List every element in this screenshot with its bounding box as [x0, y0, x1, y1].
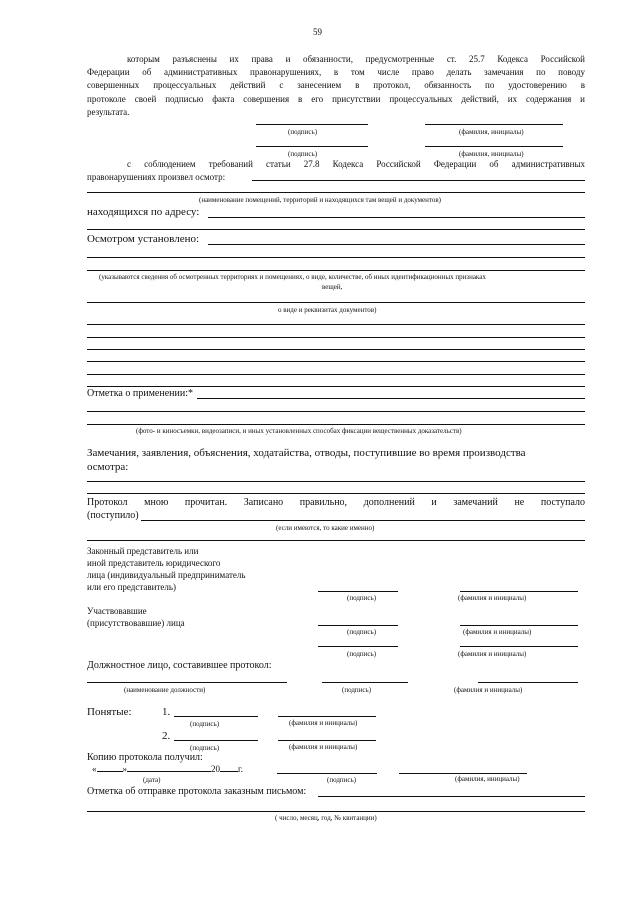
remarks-line-blank[interactable] [87, 481, 585, 482]
protocol-read-text: Протокол мною прочитан. Записано правильно, дополнений и замечаний не поступало [87, 497, 585, 508]
established-line[interactable] [87, 324, 585, 325]
date-year-suffix: г. [238, 764, 243, 774]
established-line[interactable] [87, 257, 585, 258]
established-line[interactable] [87, 349, 585, 350]
name-caption: (фамилия, инициалы) [459, 128, 524, 136]
position-caption: (наименование должности) [124, 686, 206, 694]
intro-line: протоколе своей подписью факта совершения в его присутствии процессуальных действий, их содержания и [87, 93, 585, 104]
signature-caption: (подпись) [288, 150, 318, 158]
intro-line: результата. [87, 106, 130, 117]
representative-line: иной представитель юридического [87, 558, 221, 568]
date-row [92, 764, 243, 774]
mail-mark-line[interactable] [318, 796, 585, 797]
year-field[interactable] [220, 771, 238, 772]
inspected-info-caption: (указываются сведения об осмотренных территориях и помещениях, о виде, количестве, об иных идентификационных признаках [99, 273, 486, 281]
address-label: находящихся по адресу: [87, 206, 200, 218]
documents-caption: о виде и реквизитах документов) [278, 306, 377, 314]
signature-caption: (подпись) [327, 776, 357, 784]
photo-caption: (фото- и киносъемки, видеозаписи, и иных установленных способах фиксации вещественных доказательств) [136, 427, 462, 435]
name-caption: (фамилия и инициалы) [454, 686, 523, 694]
signature-line[interactable] [256, 124, 368, 125]
date-quote-close: » [122, 764, 127, 774]
name-caption: (фамилия и инициалы) [289, 743, 358, 751]
receipt-caption: ( число, месяц, год, № квитанции) [275, 814, 377, 822]
representative-label [87, 545, 245, 593]
application-line[interactable] [87, 411, 585, 412]
intro-line: которым разъяснены их права и обязанности, предусмотренные ст. 25.7 Кодекса Российской [127, 54, 585, 64]
signature-line[interactable] [322, 682, 408, 683]
name-caption: (фамилия и инициалы) [289, 719, 358, 727]
signature-line[interactable] [318, 646, 398, 647]
name-caption: (фамилия и инициалы) [463, 628, 532, 636]
application-line[interactable] [197, 398, 585, 399]
signature-caption: (подпись) [190, 720, 220, 728]
established-line[interactable] [208, 244, 585, 245]
signature-caption: (подпись) [347, 594, 377, 602]
things-caption: вещей, [322, 283, 343, 291]
remarks-line-blank[interactable] [87, 493, 585, 494]
date-caption: (дата) [143, 776, 161, 784]
participants-label [87, 605, 185, 629]
established-line[interactable] [87, 302, 585, 303]
established-line[interactable] [87, 337, 585, 338]
name-caption: (фамилия, инициалы) [455, 775, 520, 783]
witnesses-label: Понятые: [87, 706, 132, 718]
participants-line: Участвовавшие [87, 606, 147, 616]
name-line[interactable] [399, 773, 527, 774]
name-caption: (фамилия и инициалы) [458, 594, 527, 602]
signature-caption: (подпись) [347, 650, 377, 658]
inspection-object-line[interactable] [87, 192, 585, 193]
name-line[interactable] [460, 591, 578, 592]
article-line: с соблюдением требований статьи 27.8 Кодекса Российской Федерации об административных [127, 159, 585, 169]
intro-line: Федерации об административных правонарушениях, в том числе право делать замечания по поводу [87, 67, 585, 78]
name-line[interactable] [460, 625, 578, 626]
mail-mark-label: Отметка об отправке протокола заказным письмом: [87, 786, 307, 797]
witness-number: 2. [162, 730, 171, 742]
signature-line[interactable] [318, 625, 398, 626]
established-line[interactable] [87, 270, 585, 271]
name-line[interactable] [278, 716, 376, 717]
name-line[interactable] [460, 646, 578, 647]
date-year: 20 [211, 764, 220, 774]
established-line[interactable] [87, 386, 585, 387]
address-line[interactable] [208, 217, 585, 218]
application-label: Отметка о применении:* [87, 388, 193, 399]
signature-caption: (подпись) [347, 628, 377, 636]
name-caption: (фамилия и инициалы) [458, 650, 527, 658]
received-line[interactable] [141, 520, 585, 521]
inspection-object-line[interactable] [252, 180, 585, 181]
official-label: Должностное лицо, составившее протокол: [87, 660, 272, 671]
established-label: Осмотром установлено: [87, 233, 200, 245]
day-field[interactable] [97, 771, 123, 772]
date-quote-open: « [92, 764, 97, 774]
representative-line: или его представитель) [87, 582, 176, 592]
participants-line: (присутствовавшие) лица [87, 618, 185, 628]
signature-line[interactable] [256, 146, 368, 147]
intro-paragraph [87, 53, 585, 119]
name-caption: (фамилия, инициалы) [459, 150, 524, 158]
signature-line[interactable] [174, 716, 258, 717]
mail-mark-line[interactable] [87, 811, 585, 812]
established-line[interactable] [87, 361, 585, 362]
premises-caption: (наименование помещений, территорий и находящихся там вещей и документов) [199, 196, 442, 204]
signature-line[interactable] [277, 773, 377, 774]
article-line: правонарушениях произвел осмотр: [87, 171, 226, 182]
remarks-line: осмотра: [87, 461, 129, 473]
remarks-label [87, 446, 526, 474]
signature-caption: (подпись) [288, 128, 318, 136]
signature-caption: (подпись) [342, 686, 372, 694]
name-line[interactable] [478, 682, 578, 683]
address-line[interactable] [87, 229, 585, 230]
name-line[interactable] [425, 124, 563, 125]
received-line[interactable] [87, 540, 585, 541]
if-any-caption: (если имеются, то какие именно) [276, 524, 375, 532]
name-line[interactable] [425, 146, 563, 147]
signature-line[interactable] [174, 740, 258, 741]
signature-line[interactable] [318, 591, 398, 592]
remarks-line: Замечания, заявления, объяснения, ходатайства, отводы, поступившие во время производства [87, 447, 526, 459]
established-line[interactable] [87, 374, 585, 375]
intro-line: совершенных процессуальных действий с занесением в протокол, обязанность по удостоверению в [87, 80, 585, 91]
position-line[interactable] [87, 682, 287, 683]
month-field[interactable] [127, 771, 211, 772]
copy-received-label: Копию протокола получил: [87, 752, 203, 763]
signature-caption: (подпись) [190, 744, 220, 752]
application-line[interactable] [87, 424, 585, 425]
representative-line: лица (индивидуальный предприниматель [87, 570, 246, 580]
received-label: (поступило) [87, 510, 139, 521]
page-number: 59 [313, 27, 322, 37]
name-line[interactable] [278, 740, 376, 741]
representative-line: Законный представитель или [87, 546, 199, 556]
witness-number: 1. [162, 706, 171, 718]
